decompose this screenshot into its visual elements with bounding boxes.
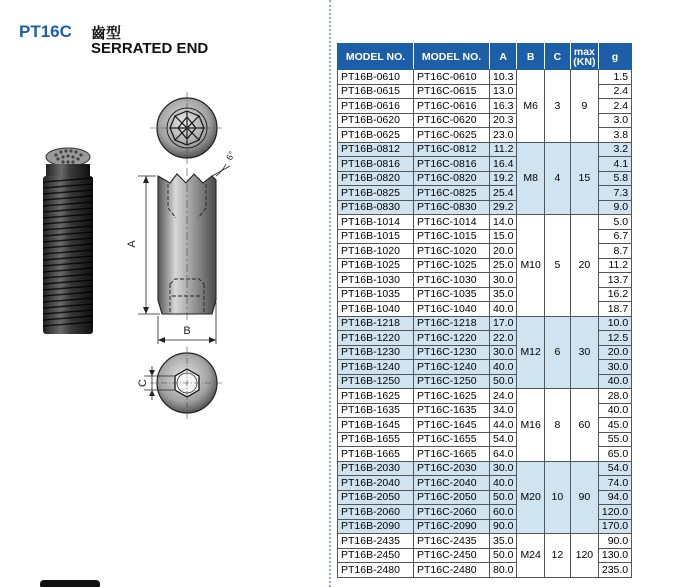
cell-a: 19.2: [490, 171, 517, 186]
cell-max: 30: [570, 316, 598, 389]
cell-model-b: PT16B-1240: [338, 360, 414, 375]
product-title-chinese: 齒型: [91, 24, 122, 42]
cell-b: M20: [517, 461, 544, 534]
cell-model-b: PT16B-1035: [338, 287, 414, 302]
cell-model-b: PT16B-2040: [338, 476, 414, 491]
product-photo: [43, 148, 93, 334]
cell-model-b: PT16B-1645: [338, 418, 414, 433]
cell-model-c: PT16C-1625: [414, 389, 490, 404]
table-row: [338, 389, 632, 404]
cell-model-c: PT16C-1250: [414, 374, 490, 389]
cell-model-c: PT16C-1014: [414, 215, 490, 230]
next-item-partial: [40, 580, 100, 587]
cell-model-b: PT16B-1230: [338, 345, 414, 360]
cell-model-c: PT16C-2030: [414, 461, 490, 476]
cell-max: 90: [570, 461, 598, 534]
cell-a: 30.0: [490, 273, 517, 288]
cell-c: 10: [544, 461, 570, 534]
cell-model-b: PT16B-0610: [338, 70, 414, 85]
angle-label: 6°: [224, 149, 238, 162]
product-code: PT16C: [19, 22, 72, 41]
cell-c: 4: [544, 142, 570, 215]
cell-model-c: PT16C-2435: [414, 534, 490, 549]
cell-g: 170.0: [598, 519, 631, 534]
cell-g: 94.0: [598, 490, 631, 505]
cell-model-c: PT16C-0812: [414, 142, 490, 157]
cell-a: 29.2: [490, 200, 517, 215]
dimension-b-label: B: [183, 325, 191, 337]
cell-c: 6: [544, 316, 570, 389]
cell-a: 44.0: [490, 418, 517, 433]
cell-g: 3.0: [598, 113, 631, 128]
cell-a: 50.0: [490, 548, 517, 563]
cell-g: 54.0: [598, 461, 631, 476]
cell-model-c: PT16C-0830: [414, 200, 490, 215]
cell-a: 16.3: [490, 99, 517, 114]
top-view: [150, 92, 224, 164]
cell-model-b: PT16B-0830: [338, 200, 414, 215]
cell-model-b: PT16B-1014: [338, 215, 414, 230]
cell-g: 16.2: [598, 287, 631, 302]
cell-model-c: PT16C-1240: [414, 360, 490, 375]
cell-g: 6.7: [598, 229, 631, 244]
cell-a: 64.0: [490, 447, 517, 462]
cell-max: 20: [570, 215, 598, 317]
cell-model-c: PT16C-2450: [414, 548, 490, 563]
cell-a: 90.0: [490, 519, 517, 534]
cell-model-c: PT16C-2090: [414, 519, 490, 534]
cell-a: 25.4: [490, 186, 517, 201]
cell-a: 40.0: [490, 360, 517, 375]
cell-b: M12: [517, 316, 544, 389]
col-header-max-line1: max: [573, 45, 595, 58]
cell-g: 8.7: [598, 244, 631, 259]
cell-model-b: PT16B-2050: [338, 490, 414, 505]
col-header-a: A: [490, 44, 517, 70]
cell-max: 9: [570, 70, 598, 143]
cell-g: 28.0: [598, 389, 631, 404]
cell-b: M10: [517, 215, 544, 317]
cell-g: 2.4: [598, 99, 631, 114]
cell-model-c: PT16C-1025: [414, 258, 490, 273]
dimension-c-label: C: [137, 379, 149, 387]
cell-g: 20.0: [598, 345, 631, 360]
cell-b: M24: [517, 534, 544, 578]
cell-g: 13.7: [598, 273, 631, 288]
cell-c: 8: [544, 389, 570, 462]
cell-a: 25.0: [490, 258, 517, 273]
side-view: [138, 164, 230, 344]
cell-g: 3.8: [598, 128, 631, 143]
bottom-view: [144, 347, 224, 419]
cell-g: 1.5: [598, 70, 631, 85]
cell-model-c: PT16C-0610: [414, 70, 490, 85]
col-header-b: B: [517, 44, 544, 70]
cell-g: 3.2: [598, 142, 631, 157]
cell-g: 5.8: [598, 171, 631, 186]
cell-a: 10.3: [490, 70, 517, 85]
cell-model-b: PT16B-1635: [338, 403, 414, 418]
cell-a: 54.0: [490, 432, 517, 447]
cell-g: 40.0: [598, 403, 631, 418]
cell-model-b: PT16B-1030: [338, 273, 414, 288]
cell-a: 40.0: [490, 476, 517, 491]
cell-model-b: PT16B-1220: [338, 331, 414, 346]
cell-model-b: PT16B-1625: [338, 389, 414, 404]
cell-model-c: PT16C-1218: [414, 316, 490, 331]
cell-a: 30.0: [490, 461, 517, 476]
cell-a: 80.0: [490, 563, 517, 578]
cell-model-c: PT16C-1635: [414, 403, 490, 418]
cell-a: 20.3: [490, 113, 517, 128]
cell-model-b: PT16B-2450: [338, 548, 414, 563]
col-header-c: C: [544, 44, 570, 70]
cell-a: 60.0: [490, 505, 517, 520]
cell-a: 20.0: [490, 244, 517, 259]
cell-model-c: PT16C-0616: [414, 99, 490, 114]
cell-model-b: PT16B-0820: [338, 171, 414, 186]
cell-model-c: PT16C-2050: [414, 490, 490, 505]
cell-max: 15: [570, 142, 598, 215]
cell-model-b: PT16B-2480: [338, 563, 414, 578]
cell-g: 65.0: [598, 447, 631, 462]
table-row: [338, 215, 632, 230]
cell-g: 30.0: [598, 360, 631, 375]
cell-model-c: PT16C-1230: [414, 345, 490, 360]
cell-model-b: PT16B-1015: [338, 229, 414, 244]
cell-a: 40.0: [490, 302, 517, 317]
cell-model-b: PT16B-1665: [338, 447, 414, 462]
cell-model-b: PT16B-1025: [338, 258, 414, 273]
cell-a: 23.0: [490, 128, 517, 143]
cell-model-b: PT16B-2060: [338, 505, 414, 520]
cell-a: 50.0: [490, 490, 517, 505]
cell-model-b: PT16B-1218: [338, 316, 414, 331]
cell-g: 9.0: [598, 200, 631, 215]
cell-b: M6: [517, 70, 544, 143]
cell-g: 4.1: [598, 157, 631, 172]
cell-model-b: PT16B-0825: [338, 186, 414, 201]
cell-a: 17.0: [490, 316, 517, 331]
cell-model-c: PT16C-1040: [414, 302, 490, 317]
cell-model-c: PT16C-1220: [414, 331, 490, 346]
cell-model-b: PT16B-0625: [338, 128, 414, 143]
cell-model-b: PT16B-1655: [338, 432, 414, 447]
cell-model-c: PT16C-0615: [414, 84, 490, 99]
cell-g: 11.2: [598, 258, 631, 273]
cell-model-c: PT16C-1655: [414, 432, 490, 447]
cell-model-c: PT16C-1015: [414, 229, 490, 244]
cell-g: 10.0: [598, 316, 631, 331]
cell-g: 45.0: [598, 418, 631, 433]
cell-c: 3: [544, 70, 570, 143]
cell-g: 235.0: [598, 563, 631, 578]
cell-g: 2.4: [598, 84, 631, 99]
cell-model-b: PT16B-0620: [338, 113, 414, 128]
cell-model-c: PT16C-2040: [414, 476, 490, 491]
cell-model-c: PT16C-1665: [414, 447, 490, 462]
cell-model-b: PT16B-1250: [338, 374, 414, 389]
cell-a: 11.2: [490, 142, 517, 157]
col-header-g: g: [598, 44, 631, 70]
cell-model-b: PT16B-0616: [338, 99, 414, 114]
cell-model-c: PT16C-1020: [414, 244, 490, 259]
table-row: [338, 316, 632, 331]
table-row: [338, 142, 632, 157]
table-row: [338, 70, 632, 85]
cell-a: 50.0: [490, 374, 517, 389]
cell-a: 15.0: [490, 229, 517, 244]
cell-model-c: PT16C-0625: [414, 128, 490, 143]
cell-a: 14.0: [490, 215, 517, 230]
cell-g: 130.0: [598, 548, 631, 563]
cell-a: 22.0: [490, 331, 517, 346]
cell-model-b: PT16B-2030: [338, 461, 414, 476]
dimension-a-label: A: [126, 240, 138, 248]
cell-a: 16.4: [490, 157, 517, 172]
table-row: [338, 534, 632, 549]
cell-g: 120.0: [598, 505, 631, 520]
spec-table: [337, 43, 632, 578]
cell-model-b: PT16B-1040: [338, 302, 414, 317]
table-row: [338, 461, 632, 476]
cell-a: 13.0: [490, 84, 517, 99]
cell-b: M16: [517, 389, 544, 462]
cell-model-b: PT16B-1020: [338, 244, 414, 259]
cell-a: 30.0: [490, 345, 517, 360]
cell-max: 120: [570, 534, 598, 578]
cell-model-c: PT16C-1645: [414, 418, 490, 433]
cell-g: 18.7: [598, 302, 631, 317]
cell-g: 12.5: [598, 331, 631, 346]
cell-model-c: PT16C-2480: [414, 563, 490, 578]
cell-g: 7.3: [598, 186, 631, 201]
cell-model-c: PT16C-0825: [414, 186, 490, 201]
cell-c: 5: [544, 215, 570, 317]
cell-a: 35.0: [490, 287, 517, 302]
technical-drawing: [0, 0, 330, 587]
cell-model-c: PT16C-0820: [414, 171, 490, 186]
cell-model-c: PT16C-1035: [414, 287, 490, 302]
cell-g: 40.0: [598, 374, 631, 389]
col-header-max-line2: (KN): [573, 55, 596, 68]
cell-c: 12: [544, 534, 570, 578]
product-title-english: SERRATED END: [91, 40, 209, 57]
cell-max: 60: [570, 389, 598, 462]
cell-g: 55.0: [598, 432, 631, 447]
table-body: [338, 70, 632, 578]
cell-model-b: PT16B-0615: [338, 84, 414, 99]
cell-a: 35.0: [490, 534, 517, 549]
table-header-row: [338, 44, 632, 70]
cell-model-b: PT16B-2435: [338, 534, 414, 549]
col-header-max: [570, 44, 598, 70]
cell-model-b: PT16B-0812: [338, 142, 414, 157]
cell-a: 24.0: [490, 389, 517, 404]
cell-g: 5.0: [598, 215, 631, 230]
cell-model-c: PT16C-1030: [414, 273, 490, 288]
cell-g: 74.0: [598, 476, 631, 491]
cell-model-c: PT16C-2060: [414, 505, 490, 520]
cell-model-b: PT16B-2090: [338, 519, 414, 534]
col-header-model-b: MODEL NO.: [338, 44, 414, 70]
cell-b: M8: [517, 142, 544, 215]
cell-model-b: PT16B-0816: [338, 157, 414, 172]
cell-a: 34.0: [490, 403, 517, 418]
cell-model-c: PT16C-0816: [414, 157, 490, 172]
cell-model-c: PT16C-0620: [414, 113, 490, 128]
col-header-model-c: MODEL NO.: [414, 44, 490, 70]
cell-g: 90.0: [598, 534, 631, 549]
